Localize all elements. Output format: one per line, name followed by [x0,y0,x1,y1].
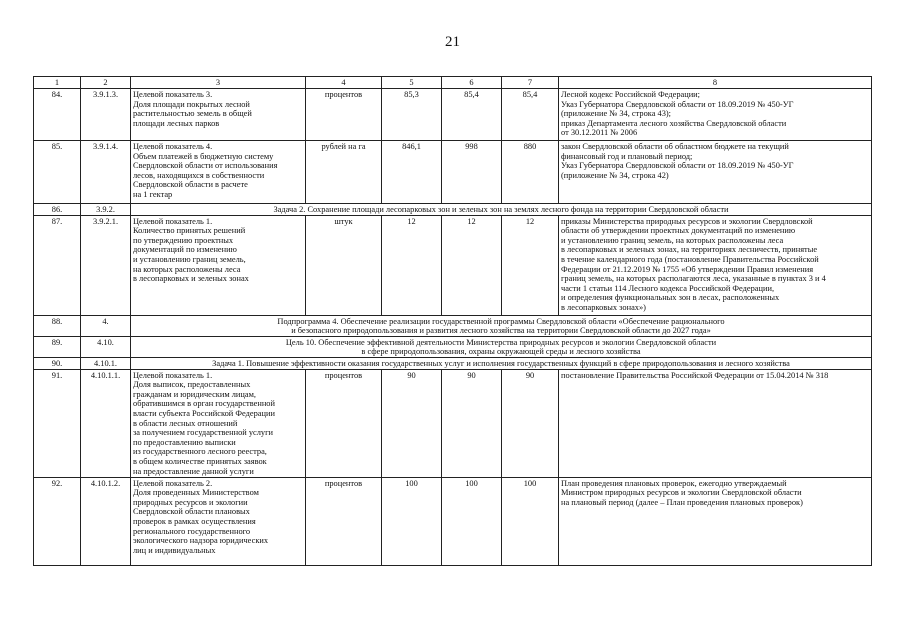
value-cell: 100 [442,477,502,565]
row-code-cell: 4. [81,315,131,336]
row-code-cell: 3.9.2. [81,204,131,216]
table-row [34,89,872,141]
row-code-cell: 3.9.1.4. [81,141,131,204]
row-number-cell: 84. [34,89,81,141]
value-cell: 12 [442,215,502,315]
table-row [34,141,872,204]
value-cell: 100 [382,477,442,565]
row-number-cell: 86. [34,204,81,216]
indicators-table [33,76,872,566]
section-title-cell: Задача 2. Сохранение площади лесопарковых зон и зеленых зон на землях лесного фонда на территории Свердловской области [131,204,872,216]
value-cell: 85,3 [382,89,442,141]
column-header: 7 [502,77,559,89]
section-title-cell: Подпрограмма 4. Обеспечение реализации государственной программы Свердловской области «Обеспечение рационального и безопасного природопользования и развития лесного хозяйства на территории Свердловской области до 2027 года» [131,315,872,336]
value-cell: 85,4 [442,89,502,141]
source-cell: закон Свердловской области об областном бюджете на текущий финансовый год и плановый период; Указ Губернатора Свердловской области от 18.09.2019 № 450-УГ (приложение № 34, строка 42) [559,141,872,204]
row-number-cell: 91. [34,369,81,477]
indicator-cell: Целевой показатель 3. Доля площади покрытых лесной растительностью земель в общей площади лесных парков [131,89,306,141]
column-header: 1 [34,77,81,89]
source-cell: приказы Министерства природных ресурсов и экологии Свердловской области об утверждении проектных документаций по изменению и установлению границ земель, на которых расположены леса в лесопарковых и зеленых зонах, на территориях лесничеств, принятые в течение календарного года (постановление Правительства Российской Федерации от 21.12.2019 № 1755 «Об утверждении Правил изменения границ земель, на которых располагаются леса, указанные в пунктах 3 и 4 части 1 статьи 114 Лесного кодекса Российской Федерации, и определения функциональных зон в лесах, расположенных в лесопарковых зонах») [559,215,872,315]
column-header: 5 [382,77,442,89]
column-header: 3 [131,77,306,89]
unit-cell: штук [306,215,382,315]
value-cell: 12 [502,215,559,315]
row-number-cell: 92. [34,477,81,565]
row-number-cell: 89. [34,336,81,357]
row-code-cell: 3.9.2.1. [81,215,131,315]
value-cell: 85,4 [502,89,559,141]
table-row [34,369,872,477]
section-row [34,315,872,336]
table-row [34,477,872,565]
value-cell: 846,1 [382,141,442,204]
page-number: 21 [445,34,460,50]
column-header: 4 [306,77,382,89]
table-header-row [34,77,872,89]
value-cell: 90 [502,369,559,477]
row-number-cell: 87. [34,215,81,315]
row-number-cell: 85. [34,141,81,204]
column-header: 2 [81,77,131,89]
value-cell: 100 [502,477,559,565]
row-number-cell: 90. [34,357,81,369]
row-code-cell: 3.9.1.3. [81,89,131,141]
source-cell: План проведения плановых проверок, ежегодно утверждаемый Министром природных ресурсов и экологии Свердловской области на плановый период (далее – План проведения плановых проверок) [559,477,872,565]
source-cell: постановление Правительства Российской Федерации от 15.04.2014 № 318 [559,369,872,477]
unit-cell: процентов [306,369,382,477]
section-row [34,204,872,216]
column-header: 8 [559,77,872,89]
table-body [34,77,872,566]
value-cell: 90 [382,369,442,477]
row-code-cell: 4.10.1.1. [81,369,131,477]
row-code-cell: 4.10. [81,336,131,357]
unit-cell: процентов [306,89,382,141]
column-header: 6 [442,77,502,89]
indicator-cell: Целевой показатель 4. Объем платежей в бюджетную систему Свердловской области от использования лесов, находящихся в собственности Свердловской области в расчете на 1 гектар [131,141,306,204]
row-code-cell: 4.10.1.2. [81,477,131,565]
row-number-cell: 88. [34,315,81,336]
section-row [34,336,872,357]
unit-cell: рублей на га [306,141,382,204]
value-cell: 90 [442,369,502,477]
table-row [34,215,872,315]
value-cell: 12 [382,215,442,315]
unit-cell: процентов [306,477,382,565]
section-row [34,357,872,369]
row-code-cell: 4.10.1. [81,357,131,369]
section-title-cell: Цель 10. Обеспечение эффективной деятельности Министерства природных ресурсов и экологии Свердловской области в сфере природопользования, охраны окружающей среды и лесного хозяйства [131,336,872,357]
indicator-cell: Целевой показатель 1. Количество принятых решений по утверждению проектных документаций по изменению и установлению границ земель, на которых расположены леса в лесопарковых и зеленых зонах [131,215,306,315]
indicator-cell: Целевой показатель 1. Доля выписок, предоставленных гражданам и юридическим лицам, обратившимся в орган государственной власти субъекта Российской Федерации в области лесных отношений за получением государственной услуги по предоставлению выписки из государственного лесного реестра, в общем количестве принятых заявок на предоставление данной услуги [131,369,306,477]
value-cell: 998 [442,141,502,204]
section-title-cell: Задача 1. Повышение эффективности оказания государственных услуг и исполнения государственных функций в сфере природопользования и лесного хозяйства [131,357,872,369]
indicator-cell: Целевой показатель 2. Доля проведенных Министерством природных ресурсов и экологии Свердловской области плановых проверок в рамках осуществления регионального государственного экологического надзора юридических лиц и индивидуальных [131,477,306,565]
value-cell: 880 [502,141,559,204]
source-cell: Лесной кодекс Российской Федерации; Указ Губернатора Свердловской области от 18.09.2019 № 450-УГ (приложение № 34, строка 43); приказ Департамента лесного хозяйства Свердловской области от 30.12.2011 № 2006 [559,89,872,141]
